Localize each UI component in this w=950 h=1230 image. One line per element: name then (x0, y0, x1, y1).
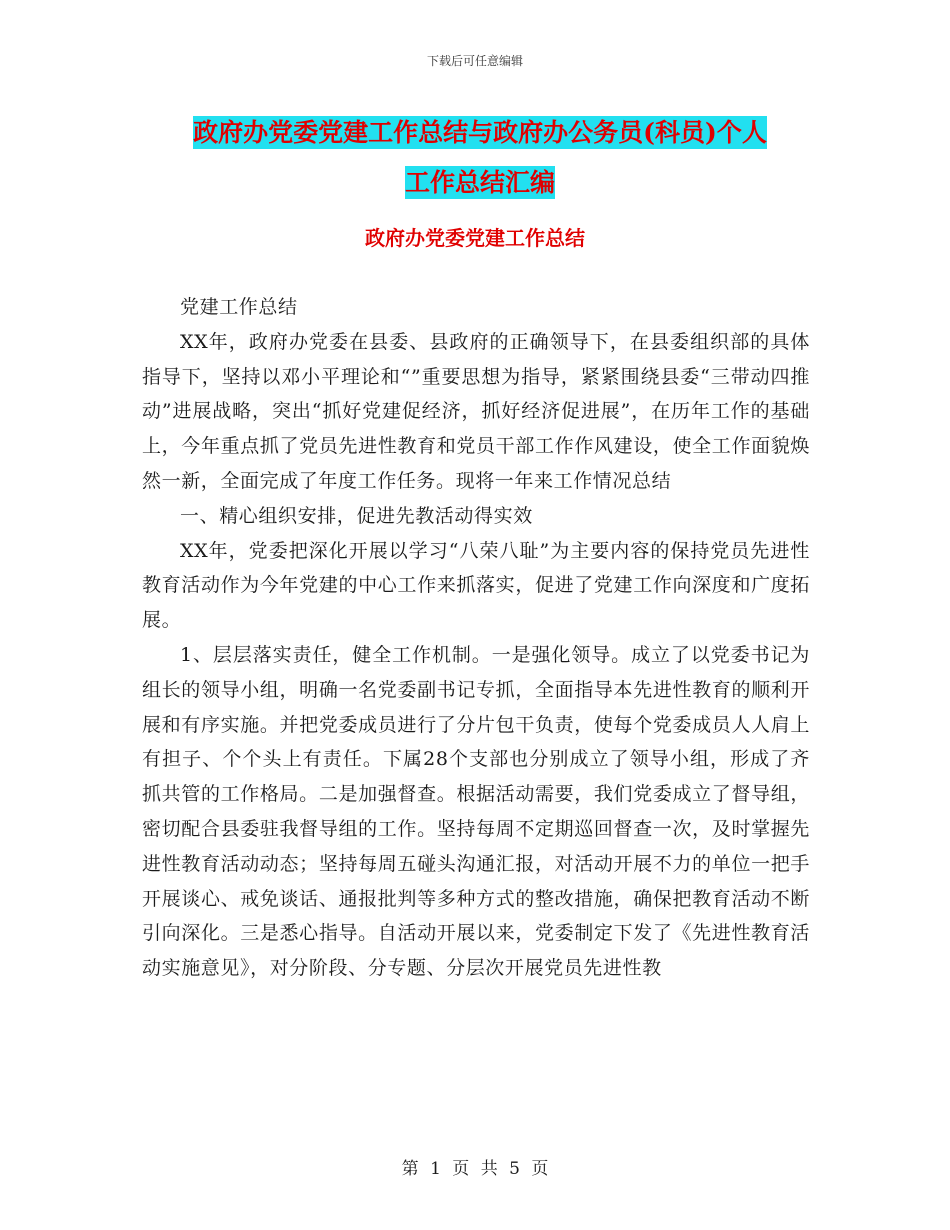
page-number: 第 1 页 共 5 页 (401, 1159, 549, 1179)
paragraph: XX年，政府办党委在县委、县政府的正确领导下，在县委组织部的具体指导下，坚持以邓小平理论和“”重要思想为指导，紧紧围绕县委“三带动四推动”进展战略，突出“抓好党建促经济，抓好经济促进展”，在历年工作的基础上，今年重点抓了党员先进性教育和党员干部工作作风建设，使全工作面貌焕然一新，全面完成了年度工作任务。现将一年来工作情况总结 (142, 330, 810, 492)
paragraph: 1、层层落实责任，健全工作机制。一是强化领导。成立了以党委书记为组长的领导小组，明确一名党委副书记专抓，全面指导本先进性教育的顺利开展和有序实施。并把党委成员进行了分片包干负责，使每个党委成员人人肩上有担子、个个头上有责任。下属28个支部也分别成立了领导小组，形成了齐抓共管的工作格局。二是加强督查。根据活动需要，我们党委成立了督导组，密切配合县委驻我督导组的工作。坚持每周不定期巡回督查一次，及时掌握先进性教育活动动态；坚持每周五碰头沟通汇报，对活动开展不力的单位一把手开展谈心、戒免谈话、通报批判等多种方式的整改措施，确保把教育活动不断引向深化。三是悉心指导。自活动开展以来，党委制定下发了《先进性教育活动实施意见》，对分阶段、分专题、分层次开展党员先进性教 (142, 643, 810, 980)
title-line-2: 工作总结汇编 (404, 168, 555, 197)
paragraph-section-heading: 一、精心组织安排，促进先教活动得实效 (180, 504, 533, 527)
document-body (142, 290, 810, 986)
header-note: 下载后可任意编辑 (426, 54, 523, 68)
paragraph-heading: 党建工作总结 (180, 296, 298, 318)
paragraph: XX年，党委把深化开展以学习“八荣八耻”为主要内容的保持党员先进性教育活动作为今年党建的中心工作来抓落实，促进了党建工作向深度和广度拓展。 (142, 539, 810, 632)
document-title (140, 108, 820, 208)
section-title: 政府办党委党建工作总结 (365, 226, 585, 250)
title-line-1: 政府办党委党建工作总结与政府办公务员(科员)个人 (193, 118, 767, 147)
